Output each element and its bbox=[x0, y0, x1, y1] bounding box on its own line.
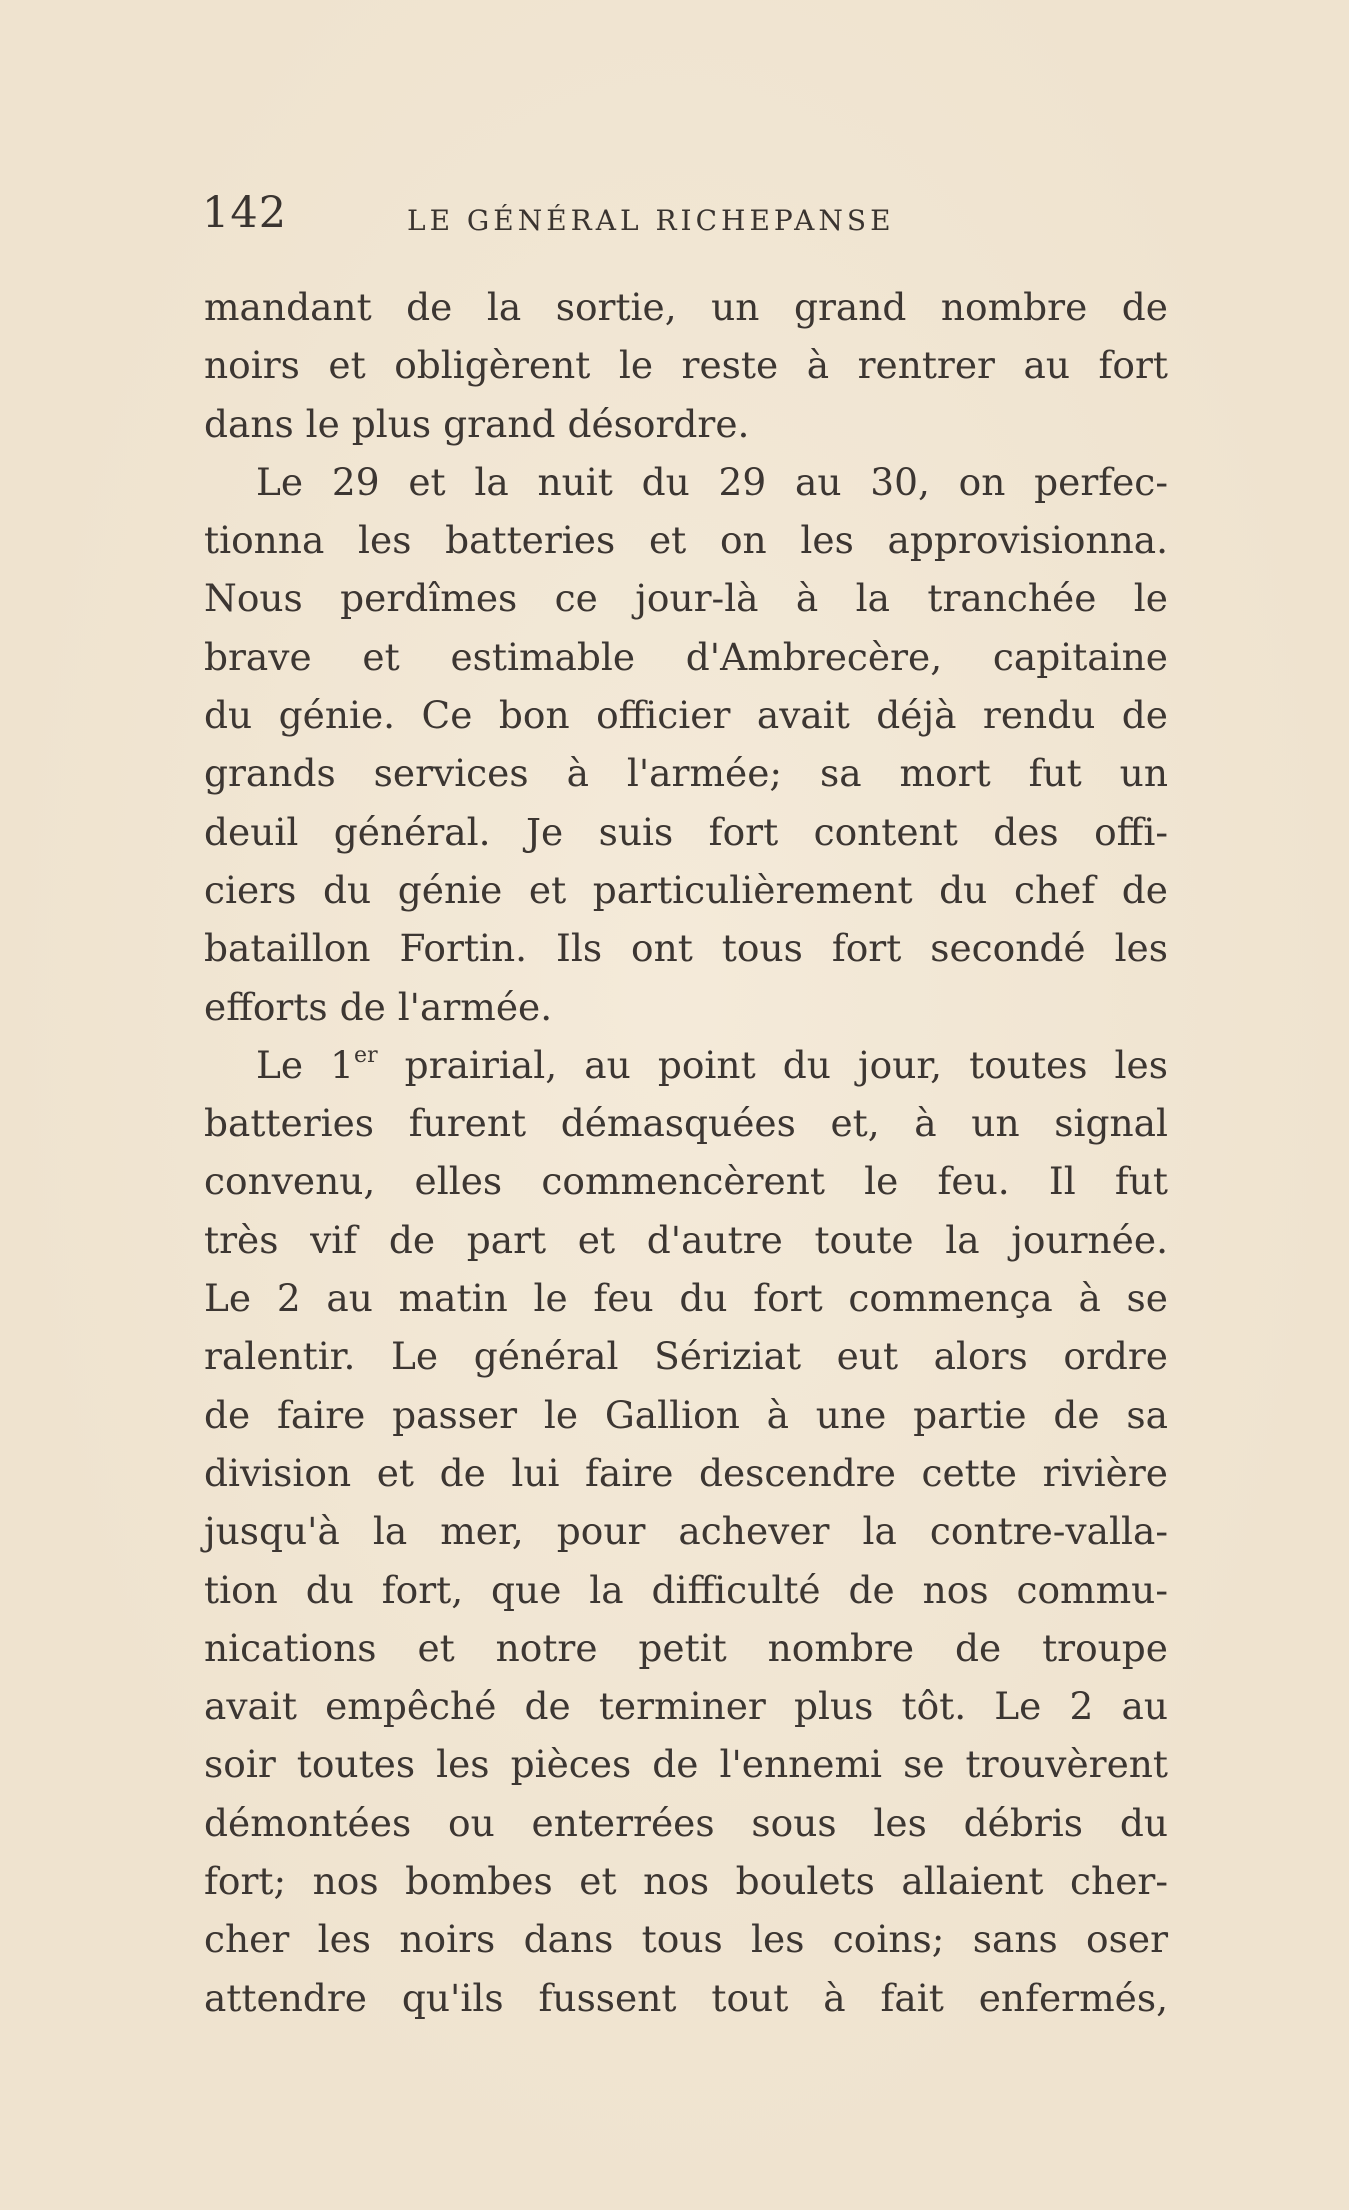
text-line: ralentir. Le général Sériziat eut alors ordre bbox=[204, 1334, 1168, 1379]
text-line: Nous perdîmes ce jour-là à la tranchée le bbox=[204, 576, 1168, 621]
text-line: ciers du génie et particulièrement du chef de bbox=[204, 867, 1168, 912]
text-line: Le 2 au matin le feu du fort commença à se bbox=[204, 1276, 1168, 1321]
text-line: Le 29 et la nuit du 29 au 30, on perfec- bbox=[256, 459, 1168, 504]
text-line bbox=[204, 1036, 1168, 1094]
page-number: 142 bbox=[202, 188, 288, 238]
text-line: du génie. Ce bon officier avait déjà rendu de bbox=[204, 693, 1168, 738]
text-line: jusqu'à la mer, pour achever la contre-valla- bbox=[204, 1509, 1168, 1554]
text-line: soir toutes les pièces de l'ennemi se trouvèrent bbox=[204, 1742, 1168, 1787]
text-fragment: Le 1 bbox=[256, 1042, 355, 1087]
text-fragment: prairial, au point du jour, toutes les bbox=[377, 1042, 1168, 1087]
text-line: nications et notre petit nombre de troupe bbox=[204, 1625, 1168, 1670]
text-line: convenu, elles commencèrent le feu. Il fut bbox=[204, 1159, 1168, 1204]
text-line: grands services à l'armée; sa mort fut un bbox=[204, 751, 1168, 796]
text-line: efforts de l'armée. bbox=[204, 984, 553, 1029]
text-line: division et de lui faire descendre cette rivière bbox=[204, 1450, 1168, 1495]
text-line: deuil général. Je suis fort content des offi- bbox=[204, 809, 1168, 854]
page-header bbox=[202, 186, 1162, 256]
text-line: cher les noirs dans tous les coins; sans oser bbox=[204, 1917, 1168, 1962]
text-line: de faire passer le Gallion à une partie de sa bbox=[204, 1392, 1168, 1437]
text-line: bataillon Fortin. Ils ont tous fort secondé les bbox=[204, 926, 1168, 971]
text-line: batteries furent démasquées et, à un signal bbox=[204, 1101, 1168, 1146]
text-line: tion du fort, que la difficulté de nos commu- bbox=[204, 1567, 1168, 1612]
body-text bbox=[204, 278, 1168, 2027]
text-line: dans le plus grand désordre. bbox=[204, 401, 750, 446]
text-line: noirs et obligèrent le reste à rentrer au fort bbox=[204, 343, 1168, 388]
text-line: mandant de la sortie, un grand nombre de bbox=[204, 285, 1168, 329]
text-line: tionna les batteries et on les approvisionna. bbox=[204, 518, 1168, 563]
text-line: attendre qu'ils fussent tout à fait enfermés, bbox=[204, 1975, 1168, 2020]
ordinal-superscript: er bbox=[354, 1042, 378, 1068]
text-line: avait empêché de terminer plus tôt. Le 2 au bbox=[204, 1684, 1168, 1729]
text-line: démontées ou enterrées sous les débris du bbox=[204, 1800, 1168, 1845]
text-line: fort; nos bombes et nos boulets allaient cher- bbox=[204, 1859, 1168, 1904]
text-line: très vif de part et d'autre toute la journée. bbox=[204, 1217, 1168, 1262]
text-line: brave et estimable d'Ambrecère, capitaine bbox=[204, 634, 1168, 679]
running-head: LE GÉNÉRAL RICHEPANSE bbox=[407, 204, 895, 237]
